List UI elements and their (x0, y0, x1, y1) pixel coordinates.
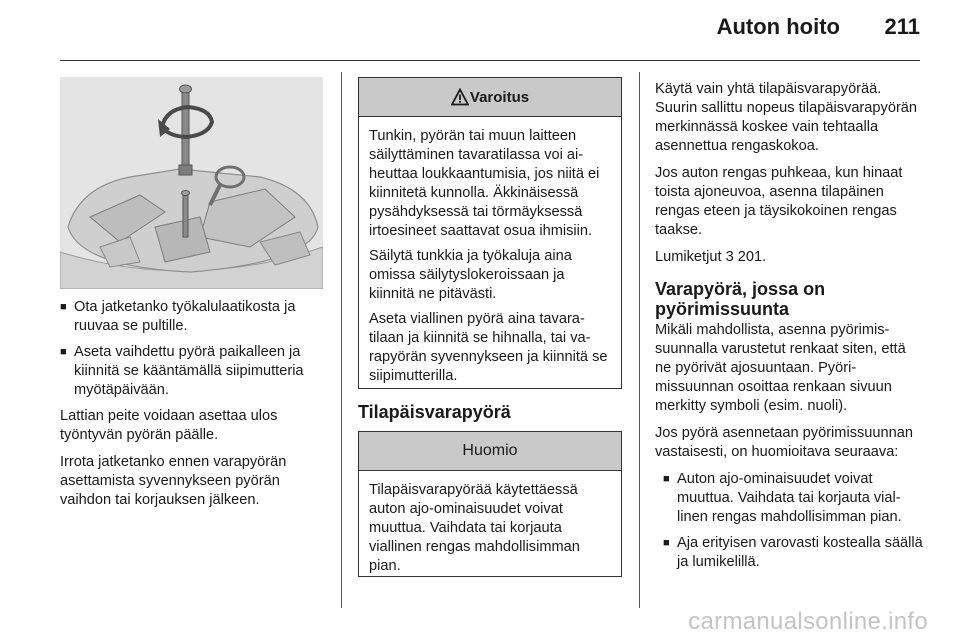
snow-chains-page: 201. (737, 249, 767, 265)
warning-paragraph: Tunkin, pyörän tai muun laitteen säilyttäminen tavaratilassa voi aiheuttaa loukkaantumisia, jos niitä ei kiinnitetä kunnolla. Äkkinäisessä pysähdyksessä tai törmäyksessä irtoesineet saattavat osua ihmisiin. (369, 128, 600, 239)
bullet-square-icon: ■ (663, 473, 670, 485)
notice-box (358, 431, 622, 577)
warning-box (358, 77, 622, 389)
left-column (60, 298, 328, 518)
list-item (60, 343, 328, 400)
warning-body (359, 117, 621, 398)
bullet-text: Aseta vaihdettu pyörä paikalleen ja kiinnitä se kääntämällä siipimutteria myötäpäivään. (74, 344, 304, 398)
page-number: 211 (884, 14, 920, 39)
warning-paragraph: Aseta viallinen pyörä aina tavaratilaan ja kiinnitä se hihnalla, tai varapyörän syvennykseen ja kiinnitä se siipimutterilla. (369, 311, 608, 384)
paragraph: Lattian peite voidaan asettaa ulos työntyvän pyörän päälle. (60, 408, 278, 443)
notice-text: Tilapäisvarapyörää käytettäessä auton ajo-ominaisuudet voivat muuttua. Vaihdata tai korjauta viallinen rengas mahdollisimman pian. (369, 482, 580, 574)
page-section-title: Auton hoito (716, 14, 840, 39)
warning-title: Varoitus (469, 88, 530, 106)
snow-chains-label: Lumiketjut (655, 249, 722, 265)
notice-body (359, 471, 621, 588)
list-item (663, 534, 923, 572)
column-divider-right (639, 72, 640, 608)
warning-paragraph: Säilytä tunkkia ja työkaluja aina omissa säilytyslokeroissaan ja kiinnitä ne pitävästi. (369, 248, 572, 302)
bullet-square-icon: ■ (60, 301, 67, 313)
spare-wheel-tool-illustration (60, 77, 323, 289)
section-heading: Tilapäisvarapyörä (358, 402, 511, 422)
notice-header: Huomio (359, 432, 621, 471)
paragraph: Käytä vain yhtä tilapäisvarapyörää. Suurin sallittu nopeus tilapäisvarapyörän merkinnässä koskee vain tehtaalla asennettua rengaskokoa. (655, 81, 918, 154)
page-reference-arrow-icon: 3 (725, 249, 734, 265)
rotation-direction-heading: Varapyörä, jossa on pyörimissuunta (655, 279, 826, 319)
bullet-text: Ota jatketanko työkalulaatikosta ja ruuvaa se pultille. (74, 299, 296, 334)
paragraph: Mikäli mahdollista, asenna pyörimissuunnalla varustetut renkaat siten, että ne pyörivät ajosuuntaan. Pyörimissuunnan osoittaa renkaan sivuun merkitty symboli (esim. nuoli). (655, 322, 906, 414)
watermark: carmanualsonline.info (688, 608, 928, 635)
header-rule (60, 60, 920, 61)
list-item (60, 298, 328, 336)
paragraph: Irrota jatketanko ennen varapyörän asettamista syvennykseen pyörän vaihdon tai korjauksen jälkeen. (60, 454, 287, 508)
warning-header (359, 78, 621, 117)
bullet-text: Auton ajo-ominaisuudet voivat muuttua. Vaihdata tai korjauta viallinen rengas mahdollisimman pian. (677, 471, 902, 525)
bullet-square-icon: ■ (60, 346, 67, 358)
paragraph: Jos auton rengas puhkeaa, kun hinaat toista ajoneuvoa, asenna tilapäinen rengas eteen ja täysikokoinen rengas taakse. (655, 165, 903, 238)
page-header (0, 0, 960, 62)
list-item (663, 470, 923, 527)
bullet-text: Aja erityisen varovasti kostealla säällä ja lumikelillä. (677, 535, 923, 570)
column-divider-left (341, 72, 342, 608)
paragraph: Jos pyörä asennetaan pyörimissuunnan vastaisesti, on huomioitava seuraava: (655, 425, 913, 460)
snow-chains-reference (655, 248, 923, 267)
bullet-square-icon: ■ (663, 537, 670, 549)
warning-triangle-icon (451, 88, 470, 106)
right-column (655, 80, 923, 579)
